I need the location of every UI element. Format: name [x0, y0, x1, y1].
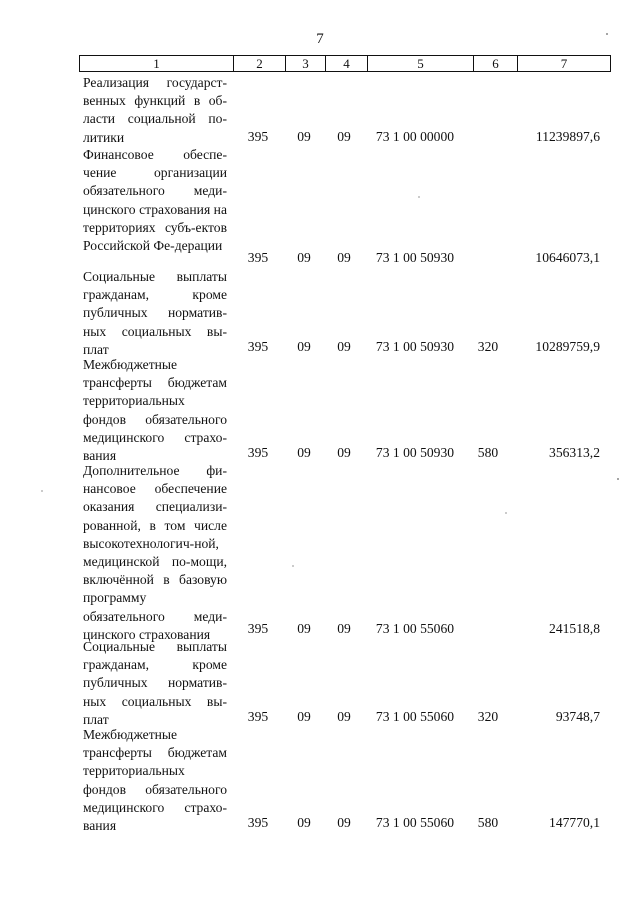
row-ministry-code: 395: [247, 250, 269, 265]
row-target-article: 73 1 00 55060: [375, 815, 455, 830]
column-header-7: 7: [518, 56, 611, 72]
row-section-code: 09: [297, 250, 311, 265]
row-name: Социальные выплаты гражданам, кроме публичных норматив-ных социальных вы-плат: [83, 269, 227, 357]
row-subsection-code: 09: [337, 339, 351, 354]
row-amount: 10646073,1: [535, 250, 600, 265]
row-section-code: 09: [297, 445, 311, 460]
row-subsection-code: 09: [337, 621, 351, 636]
row-ministry-code: 395: [247, 339, 269, 354]
row-name: Реализация государст-венных функций в об-ласти социальной по-литики: [83, 75, 227, 145]
row-amount: 241518,8: [549, 621, 600, 636]
scan-speck: [617, 478, 619, 480]
column-header-4: 4: [326, 56, 368, 72]
row-target-article: 73 1 00 55060: [375, 621, 455, 636]
row-name: Финансовое обеспе-чение организации обязательного меди-цинского страхования на территориях субъ-ектов Российской Фе-дерации: [83, 147, 227, 254]
row-ministry-code: 395: [247, 621, 269, 636]
row-target-article: 73 1 00 50930: [375, 445, 455, 460]
row-ministry-code: 395: [247, 129, 269, 144]
row-name: Межбюджетные трансферты бюджетам территориальных фондов обязательного медицинского страхо-вания: [83, 357, 227, 464]
row-name: Социальные выплаты гражданам, кроме публичных норматив-ных социальных вы-плат: [83, 639, 227, 727]
row-name: Межбюджетные трансферты бюджетам территориальных фондов обязательного медицинского страхо-вания: [83, 727, 227, 834]
column-header-2: 2: [234, 56, 286, 72]
column-header-3: 3: [286, 56, 326, 72]
column-header-row: [80, 56, 611, 72]
row-amount: 356313,2: [549, 445, 600, 460]
row-expense-type: 580: [477, 445, 499, 460]
row-target-article: 73 1 00 50930: [375, 250, 455, 265]
row-ministry-code: 395: [247, 445, 269, 460]
row-target-article: 73 1 00 00000: [375, 129, 455, 144]
row-subsection-code: 09: [337, 250, 351, 265]
row-amount: 10289759,9: [535, 339, 600, 354]
scan-speck: [41, 490, 43, 492]
row-section-code: 09: [297, 815, 311, 830]
column-header-6: 6: [474, 56, 518, 72]
column-header-table: [79, 55, 611, 72]
row-ministry-code: 395: [247, 709, 269, 724]
row-amount: 147770,1: [549, 815, 600, 830]
row-subsection-code: 09: [337, 129, 351, 144]
row-name: Дополнительное фи-нансовое обеспечение оказания специализи-рованной, в том числе высокотехнологич-ной, медицинской по-мощи, включённой в базовую программу обязательного меди-цинского страхования: [83, 463, 227, 642]
row-section-code: 09: [297, 621, 311, 636]
row-ministry-code: 395: [247, 815, 269, 830]
row-amount: 93748,7: [555, 709, 600, 724]
page-number: 7: [316, 31, 324, 47]
row-subsection-code: 09: [337, 815, 351, 830]
scan-speck: [418, 196, 420, 198]
scan-speck: [505, 512, 507, 514]
scan-speck: [606, 33, 608, 35]
row-expense-type: 580: [477, 815, 499, 830]
row-subsection-code: 09: [337, 445, 351, 460]
row-expense-type: 320: [477, 709, 499, 724]
row-subsection-code: 09: [337, 709, 351, 724]
row-section-code: 09: [297, 339, 311, 354]
column-header-1: 1: [80, 56, 234, 72]
column-header-5: 5: [368, 56, 474, 72]
scan-speck: [292, 565, 294, 567]
row-expense-type: 320: [477, 339, 499, 354]
row-section-code: 09: [297, 129, 311, 144]
row-section-code: 09: [297, 709, 311, 724]
row-target-article: 73 1 00 50930: [375, 339, 455, 354]
row-amount: 11239897,6: [535, 129, 600, 144]
row-target-article: 73 1 00 55060: [375, 709, 455, 724]
